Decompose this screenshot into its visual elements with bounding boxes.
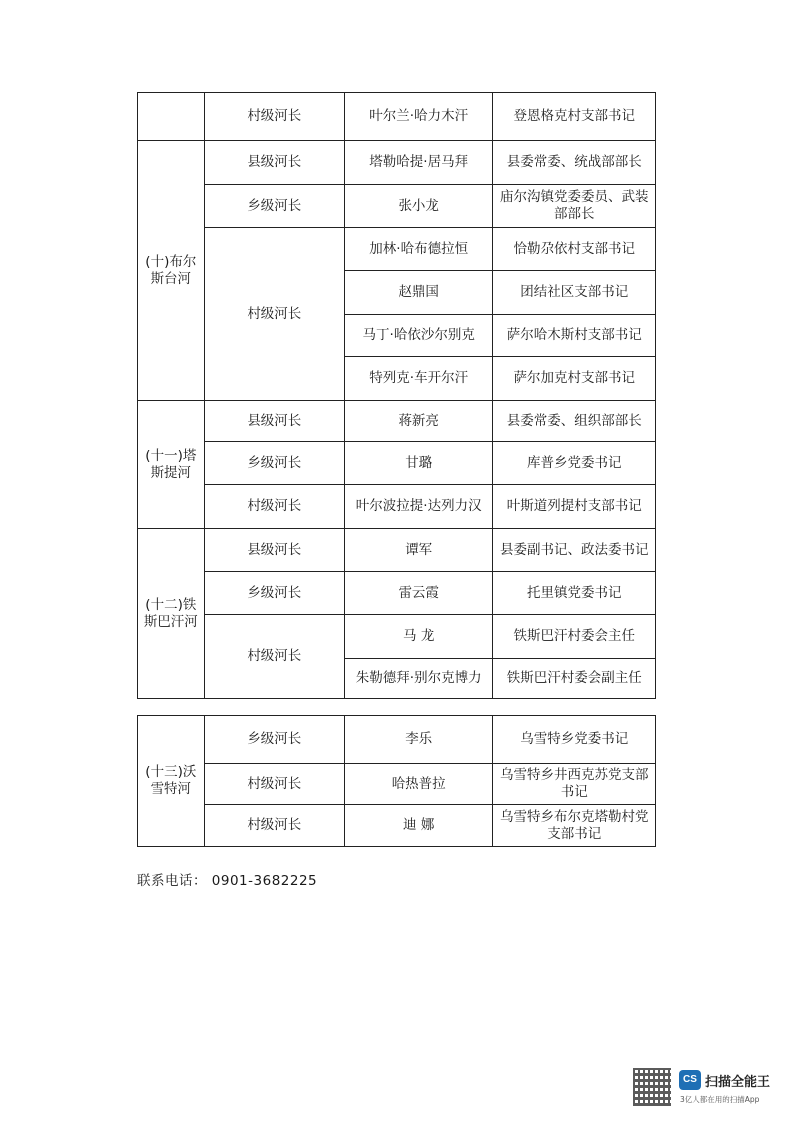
river-chief-table: [137, 92, 656, 699]
table-row: [138, 442, 656, 485]
level-cell: 村级河长: [204, 764, 344, 805]
river-name-cell: [138, 93, 205, 141]
name-cell: 塔勒哈提·居马拜: [344, 141, 492, 185]
table-row: [138, 485, 656, 529]
level-cell: 村级河长: [204, 93, 344, 141]
name-cell: 马丁·哈依沙尔别克: [344, 315, 492, 357]
name-cell: 特列克·车开尔汗: [344, 357, 492, 401]
app-logo: CS: [679, 1070, 701, 1090]
level-cell: 县级河长: [204, 141, 344, 185]
name-cell: 赵鼎国: [344, 271, 492, 315]
level-cell: 乡级河长: [204, 185, 344, 228]
position-cell: 庙尔沟镇党委委员、武装部部长: [493, 185, 656, 228]
app-tagline: 3亿人都在用的扫描App: [680, 1095, 760, 1104]
name-cell: 马 龙: [344, 615, 492, 659]
position-cell: 县委常委、统战部部长: [493, 141, 656, 185]
river-chief-table-continued: [137, 715, 656, 847]
table-row: [138, 764, 656, 805]
position-cell: 库普乡党委书记: [493, 442, 656, 485]
app-name: 扫描全能王: [705, 1075, 771, 1090]
position-cell: 铁斯巴汗村委会主任: [493, 615, 656, 659]
table-row: [138, 401, 656, 442]
position-cell: 托里镇党委书记: [493, 572, 656, 615]
river-name-cell: (十)布尔斯台河: [138, 141, 205, 401]
position-cell: 乌雪特乡党委书记: [493, 716, 656, 764]
level-cell: 乡级河长: [204, 442, 344, 485]
level-cell: 村级河长: [204, 805, 344, 847]
name-cell: 迪 娜: [344, 805, 492, 847]
position-cell: 萨尔加克村支部书记: [493, 357, 656, 401]
table-row: [138, 228, 656, 271]
river-name-cell: (十一)塔斯提河: [138, 401, 205, 529]
position-cell: 团结社区支部书记: [493, 271, 656, 315]
river-name-cell: (十二)铁斯巴汗河: [138, 529, 205, 699]
name-cell: 哈热普拉: [344, 764, 492, 805]
position-cell: 萨尔哈木斯村支部书记: [493, 315, 656, 357]
position-cell: 铁斯巴汗村委会副主任: [493, 659, 656, 699]
level-cell: 乡级河长: [204, 572, 344, 615]
name-cell: 张小龙: [344, 185, 492, 228]
position-cell: 恰勒尕依村支部书记: [493, 228, 656, 271]
level-cell: 乡级河长: [204, 716, 344, 764]
level-cell: 村级河长: [204, 615, 344, 699]
table-row: [138, 615, 656, 659]
table-row: [138, 716, 656, 764]
position-cell: 叶斯道列提村支部书记: [493, 485, 656, 529]
scanner-watermark: [633, 1068, 779, 1110]
name-cell: 朱勒德拜·别尔克博力: [344, 659, 492, 699]
name-cell: 加林·哈布德拉恒: [344, 228, 492, 271]
name-cell: 蒋新亮: [344, 401, 492, 442]
position-cell: 登恩格克村支部书记: [493, 93, 656, 141]
qr-code-icon: [633, 1068, 671, 1106]
river-name-cell: (十三)沃雪特河: [138, 716, 205, 847]
name-cell: 叶尔波拉提·达列力汉: [344, 485, 492, 529]
name-cell: 李乐: [344, 716, 492, 764]
name-cell: 谭军: [344, 529, 492, 572]
position-cell: 乌雪特乡布尔克塔勒村党支部书记: [493, 805, 656, 847]
position-cell: 县委副书记、政法委书记: [493, 529, 656, 572]
name-cell: 甘璐: [344, 442, 492, 485]
table-row: [138, 805, 656, 847]
level-cell: 村级河长: [204, 485, 344, 529]
position-cell: 乌雪特乡井西克苏党支部书记: [493, 764, 656, 805]
table-row: [138, 572, 656, 615]
table-row: [138, 185, 656, 228]
name-cell: 叶尔兰·哈力木汗: [344, 93, 492, 141]
level-cell: 县级河长: [204, 529, 344, 572]
name-cell: 雷云霞: [344, 572, 492, 615]
position-cell: 县委常委、组织部部长: [493, 401, 656, 442]
level-cell: 村级河长: [204, 228, 344, 401]
contact-phone: 联系电话： 0901-3682225: [137, 873, 318, 889]
table-row: [138, 529, 656, 572]
table-row: [138, 93, 656, 141]
level-cell: 县级河长: [204, 401, 344, 442]
table-row: [138, 141, 656, 185]
